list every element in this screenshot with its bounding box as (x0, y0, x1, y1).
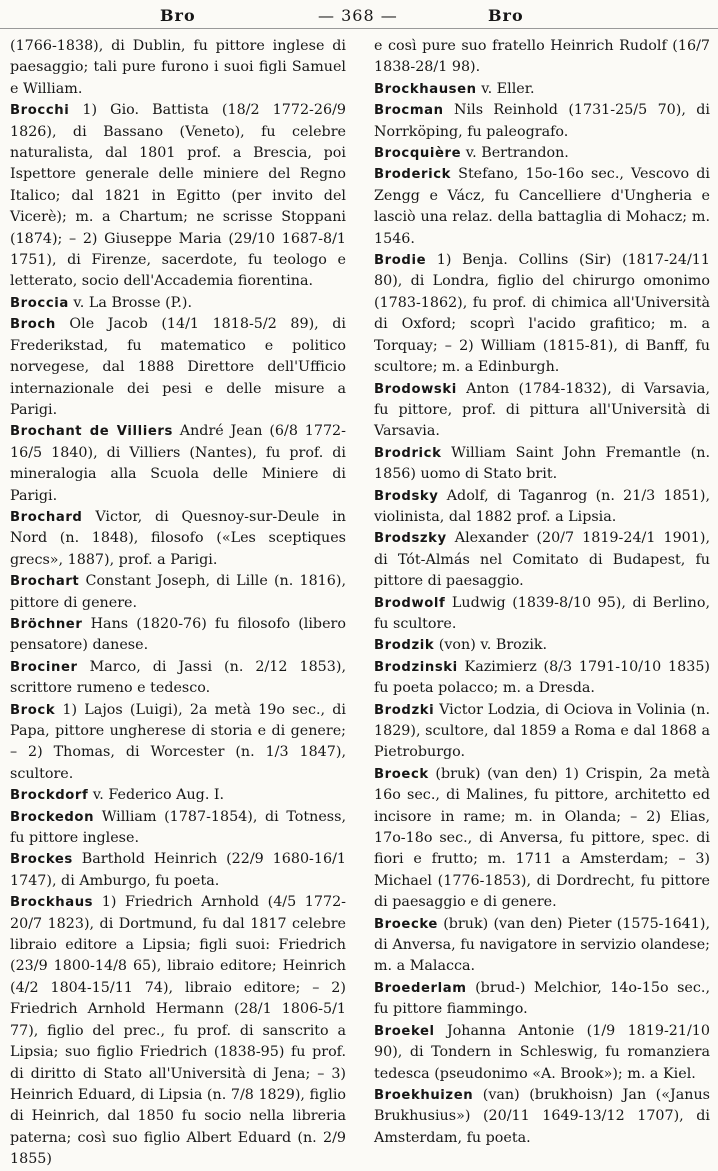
entry-headword: Brockedon (10, 809, 95, 825)
entry-headword: Brock (10, 702, 56, 718)
dictionary-entry (10, 700, 346, 786)
dictionary-entry (374, 143, 710, 164)
entry-text: v. Bertrandon. (461, 145, 569, 162)
entry-headword: Broederlam (374, 980, 467, 996)
page-header (0, 0, 718, 30)
entry-headword: Brodsky (374, 488, 439, 504)
entry-text: Alexander (20/7 1819-24/1 1901), di Tót-Almás nel Comitato di Budapest, fu pittore di paesaggio. (374, 530, 710, 590)
entry-headword: Brodzinski (374, 659, 458, 675)
dictionary-entry (374, 79, 710, 100)
entry-headword: Brochant de Villiers (10, 424, 173, 440)
dictionary-entry (374, 657, 710, 700)
entry-headword: Brodzki (374, 702, 435, 718)
entry-text: Stefano, 15o-16o sec., Vescovo di Zengg e Vácz, fu Cancelliere d'Ungheria e lasciò una relaz. della battaglia di Mohacz; m. 1546. (374, 166, 710, 247)
entry-headword: Brocman (374, 103, 444, 119)
dictionary-entry (10, 507, 346, 571)
dictionary-entry (374, 379, 710, 443)
entry-text: Barthold Heinrich (22/9 1680-16/1 1747), di Amburgo, fu poeta. (10, 851, 346, 889)
entry-text: André Jean (6/8 1772-16/5 1840), di Villiers (Nantes), fu prof. di mineralogia alla Scuola delle Miniere di Parigi. (10, 423, 346, 504)
left-column (10, 36, 346, 1168)
entry-text: Kazimierz (8/3 1791-10/10 1835) fu poeta polacco; m. a Dresda. (374, 658, 710, 697)
entry-headword: Broch (10, 317, 56, 333)
dictionary-entry (10, 293, 346, 314)
entry-text: Anton (1784-1832), di Varsavia, fu pittore, prof. di pittura all'Università di Varsavia. (374, 380, 710, 440)
entry-text: (bruk) (van den) Pieter (1575-1641), di Anversa, fu navigatore in servizio olandese; m. a Malacca. (374, 915, 710, 975)
entry-headword: Brocchi (10, 103, 70, 119)
entry-text: Adolf, di Taganrog (n. 21/3 1851), violinista, dal 1882 prof. a Lipsia. (374, 487, 710, 525)
entry-headword: Brockhausen (374, 81, 477, 97)
entry-headword: Brochard (10, 509, 83, 525)
entry-text: Nils Reinhold (1731-25/5 70), di Norrköping, fu paleografo. (374, 102, 710, 140)
entry-text: Victor Lodzia, di Ociova in Volinia (n. 1829), scultore, dal 1859 a Roma e dal 1868 a Pietroburgo. (374, 701, 710, 761)
page-number: — 368 — (318, 6, 398, 25)
dictionary-entry (374, 978, 710, 1021)
entry-headword: Brodszky (374, 531, 447, 547)
dictionary-entry (374, 250, 710, 378)
entry-headword: Broecke (374, 916, 438, 932)
dictionary-entry (374, 635, 710, 656)
header-right-guideword: Bro (488, 6, 524, 25)
entry-headword: Brochart (10, 574, 80, 590)
entry-headword: Brodie (374, 253, 427, 269)
dictionary-entry (374, 164, 710, 250)
entry-headword: Broderick (374, 167, 452, 183)
entry-text: (1766-1838), di Dublin, fu pittore inglese di paesaggio; tali pure furono i suoi figli Samuel e William. (10, 38, 346, 97)
dictionary-entry (10, 314, 346, 421)
dictionary-entry (10, 100, 346, 293)
entry-headword: Brodwolf (374, 595, 446, 611)
entry-text: e così pure suo fratello Heinrich Rudolf (16/7 1838-28/1 98). (374, 38, 710, 76)
dictionary-entry (10, 36, 346, 100)
entry-text: Ludwig (1839-8/10 95), di Berlino, fu scultore. (374, 594, 710, 632)
dictionary-entry (374, 593, 710, 636)
dictionary-entry (10, 421, 346, 507)
dictionary-entry (374, 443, 710, 486)
dictionary-entry (374, 100, 710, 143)
dictionary-entry (374, 914, 710, 978)
dictionary-entry (374, 764, 710, 914)
entry-text: (van) (brukhoisn) Jan («Janus Brukhusius») (20/11 1649-13/12 1707), di Amsterdam, fu poeta. (374, 1086, 710, 1146)
dictionary-entry (374, 1085, 710, 1149)
dictionary-entry (10, 571, 346, 614)
dictionary-entry (374, 1021, 710, 1085)
entry-headword: Brocquière (374, 146, 462, 162)
entry-text: v. La Brosse (P.). (68, 294, 193, 311)
entry-text: Constant Joseph, di Lille (n. 1816), pittore di genere. (10, 573, 346, 611)
entry-text: (bruk) (van den) 1) Crispin, 2a metà 16o sec., di Malines, fu pittore, architetto ed incisore in rame; m. in Olanda; – 2) Elias, 17o-18o sec., di Anversa, fu pittore, spec. di fiori e frutto; m. 1711 a Amsterdam; – 3) Michael (1776-1853), di Dordrecht, fu pittore di paesaggio e di genere. (374, 765, 710, 911)
entry-headword: Broccia (10, 295, 69, 311)
entry-text: v. Federico Aug. I. (88, 787, 225, 804)
entry-headword: Brodrick (374, 445, 442, 461)
header-rule (0, 28, 718, 29)
entry-text: Johanna Antonie (1/9 1819-21/10 90), di Tondern in Schleswig, fu romanziera tedesca (pseudonimo «A. Brook»); m. a Kiel. (374, 1022, 710, 1082)
entry-headword: Brockdorf (10, 788, 89, 804)
entry-headword: Broeck (374, 766, 429, 782)
entry-text: Ole Jacob (14/1 1818-5/2 89), di Frederikstad, fu matematico e politico norvegese, dal 1888 Direttore dell'Ufficio internazionale dei pesi e delle misure a Parigi. (10, 316, 346, 418)
entry-text: Marco, di Jassi (n. 2/12 1853), scrittore rumeno e tedesco. (10, 658, 346, 697)
entry-headword: Broekel (374, 1023, 435, 1039)
dictionary-entry (10, 657, 346, 700)
entry-text: Hans (1820-76) fu filosofo (libero pensatore) danese. (10, 615, 346, 654)
dictionary-entry (10, 849, 346, 892)
entry-headword: Brociner (10, 659, 78, 675)
entry-text: (brud-) Melchior, 14o-15o sec., fu pittore fiammingo. (374, 979, 710, 1018)
right-column (374, 36, 710, 1146)
dictionary-entry (10, 892, 346, 1170)
entry-headword: Brodowski (374, 381, 457, 397)
dictionary-entry (10, 807, 346, 850)
entry-headword: Bröchner (10, 616, 83, 632)
entry-headword: Broekhuizen (374, 1087, 474, 1103)
entry-headword: Brockes (10, 852, 73, 868)
dictionary-entry (374, 36, 710, 79)
entry-text: William Saint John Fremantle (n. 1856) uomo di Stato brit. (374, 444, 710, 483)
dictionary-entry (374, 486, 710, 529)
entry-text: Victor, di Quesnoy-sur-Deule in Nord (n. 1848), filosofo («Les sceptiques grecs», 1887), prof. a Parigi. (10, 508, 346, 568)
entry-text: v. Eller. (476, 80, 535, 97)
dictionary-entry (10, 614, 346, 657)
dictionary-entry (10, 785, 346, 806)
entry-text: 1) Lajos (Luigi), 2a metà 19o sec., di Papa, pittore ungherese di storia e di genere; – 2) Thomas, di Worcester (n. 1/3 1847), scultore. (10, 701, 346, 782)
entry-headword: Brockhaus (10, 895, 94, 911)
header-left-guideword: Bro (160, 6, 196, 25)
entry-text: William (1787-1854), di Totness, fu pittore inglese. (10, 808, 346, 847)
entry-text: 1) Benja. Collins (Sir) (1817-24/11 80), di Londra, figlio del chirurgo omonimo (1783-1862), fu prof. di chimica all'Università di Oxford; scoprì l'acido grafitico; m. a Torquay; – 2) William (1815-81), di Banff, fu scultore; m. a Edinburgh. (374, 252, 710, 376)
entry-headword: Brodzik (374, 638, 435, 654)
entry-text: (von) v. Brozik. (434, 637, 548, 654)
entry-text: 1) Friedrich Arnhold (4/5 1772-20/7 1823), di Dortmund, fu dal 1817 celebre libraio editore a Lipsia; figli suoi: Friedrich (23/9 1800-14/8 65), libraio editore; Heinrich (4/2 1804-15/11 74), libraio editore; – 2) Friedrich Arnhold Hermann (28/1 1806-5/1 77), figlio del prec., fu prof. di sanscrito a Lipsia; suo figlio Friedrich (1838-95) fu prof. di diritto di Stato all'Università di Jena; – 3) Heinrich Eduard, di Lipsia (n. 7/8 1829), figlio di Heinrich, dal 1850 fu socio nella libreria paterna; così suo figlio Albert Eduard (n. 2/9 1855) (10, 894, 346, 1168)
dictionary-entry (374, 700, 710, 764)
entry-text: 1) Gio. Battista (18/2 1772-26/9 1826), di Bassano (Veneto), fu celebre naturalista, dal 1801 prof. a Brescia, poi Ispettore generale delle miniere del Regno Italico; dal 1821 in Egitto (per invito del Vicerè); m. a Chartum; ne scrisse Stoppani (1874); – 2) Giuseppe Maria (29/10 1687-8/1 1751), di Firenze, sacerdote, fu teologo e letterato, socio dell'Accademia fiorentina. (10, 102, 346, 290)
dictionary-entry (374, 528, 710, 592)
